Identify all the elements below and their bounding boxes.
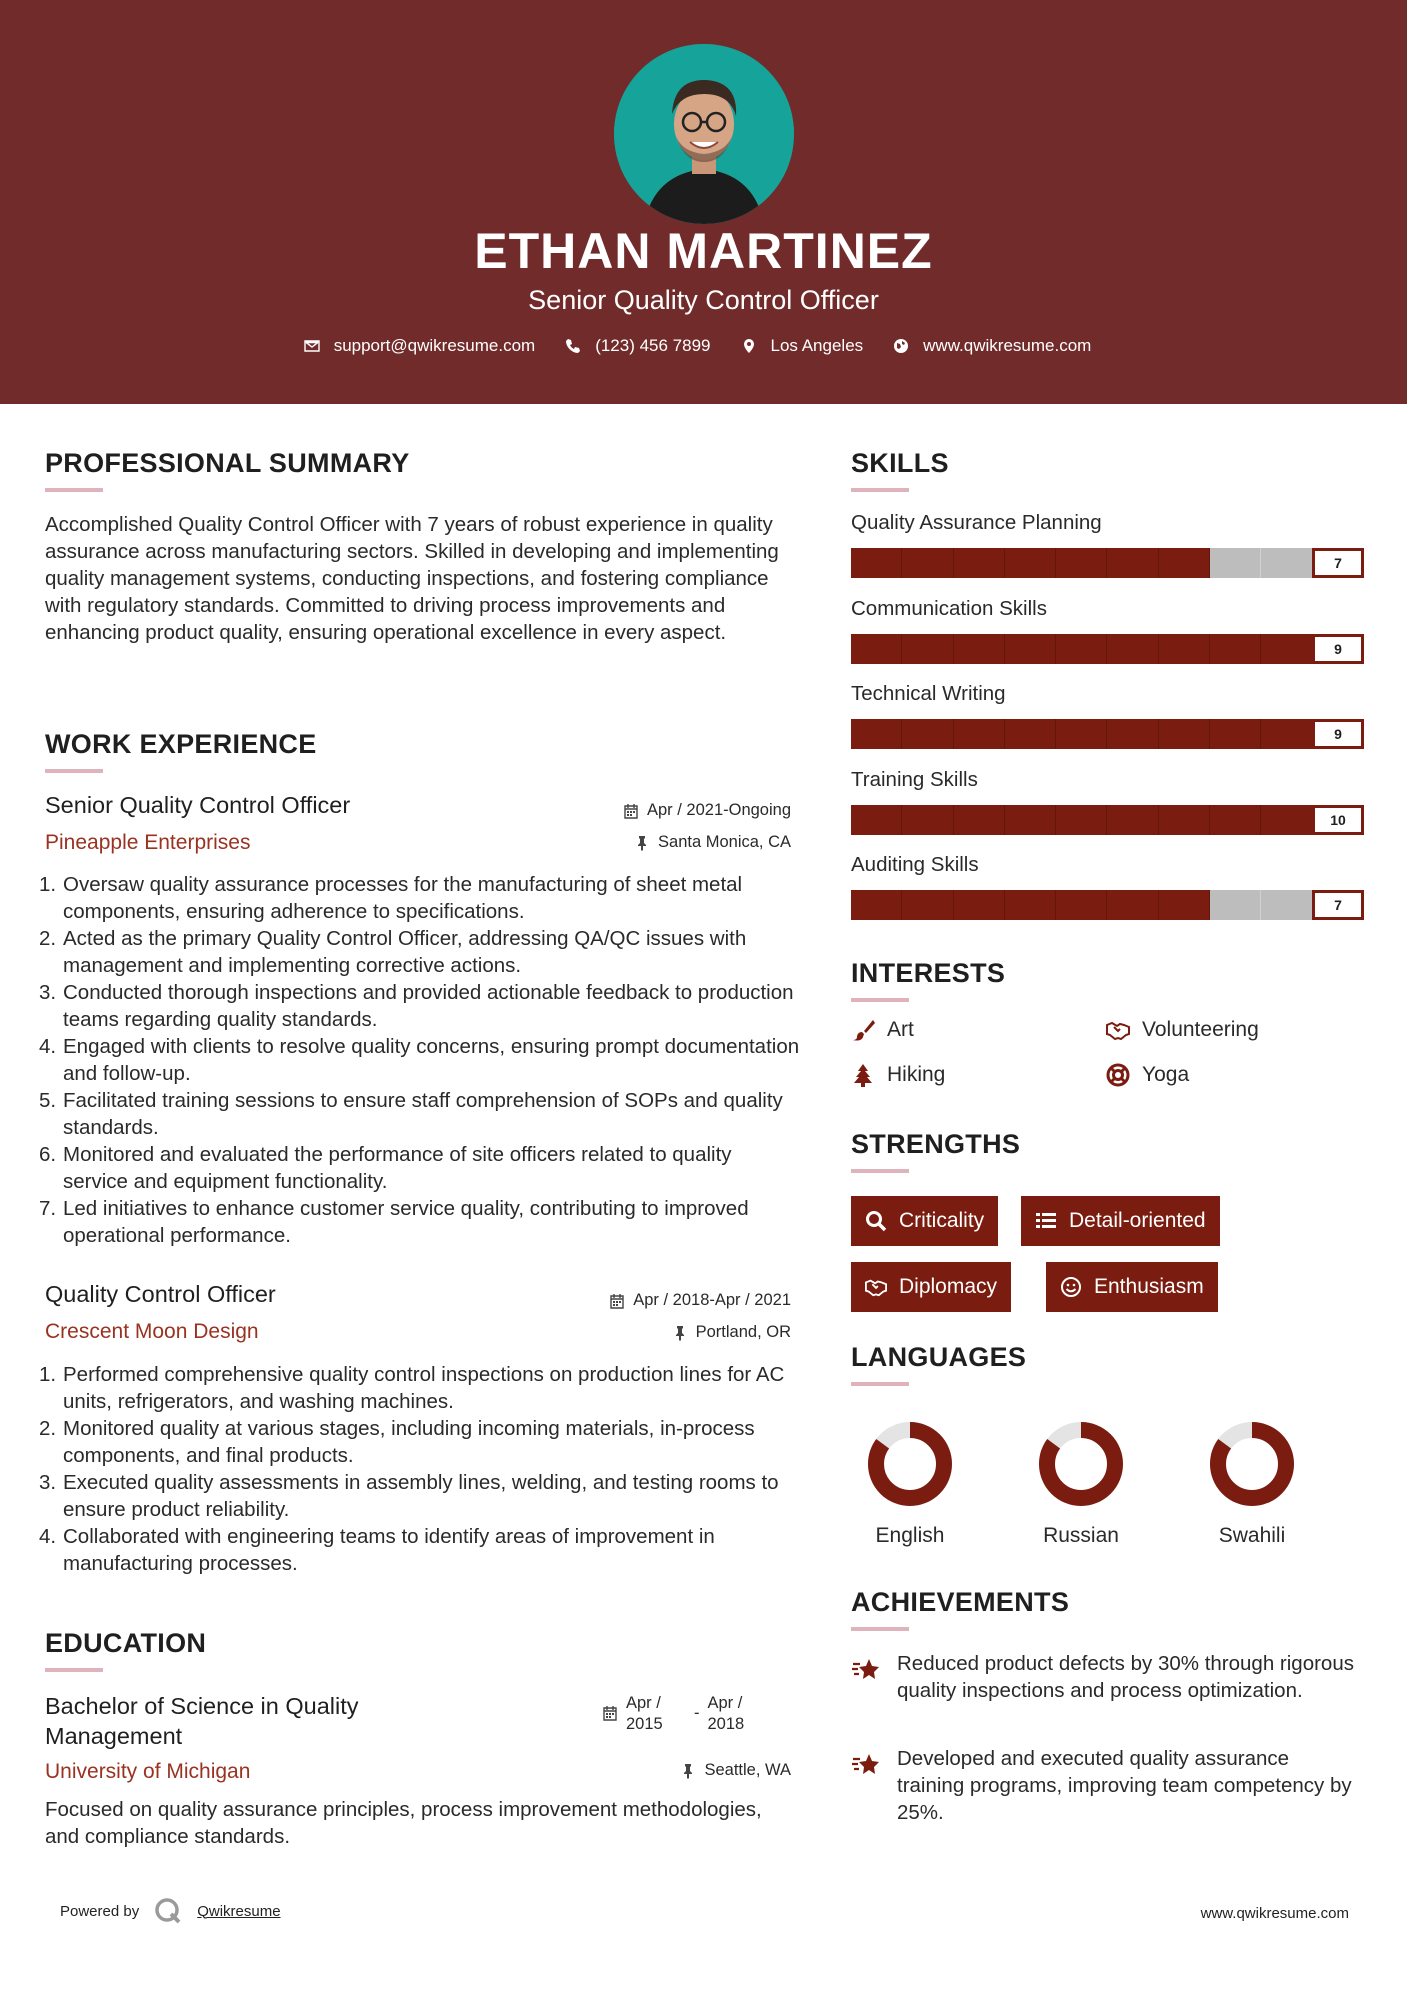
job-dates-text: Apr / 2021-Ongoing bbox=[646, 801, 791, 819]
summary-heading: PROFESSIONAL SUMMARY bbox=[45, 448, 410, 478]
skill-bar-segment bbox=[851, 548, 902, 578]
strengths-heading: STRENGTHS bbox=[851, 1129, 1021, 1159]
skill-bar-segment bbox=[1159, 805, 1210, 835]
envelope-icon bbox=[304, 338, 320, 354]
skill-label: Communication Skills bbox=[851, 596, 1047, 620]
languages-heading: LANGUAGES bbox=[851, 1342, 1027, 1372]
skill-bar-segment bbox=[902, 634, 953, 664]
skill-bar-segment bbox=[902, 890, 953, 920]
language-item bbox=[1016, 1418, 1146, 1548]
achievement-text: Reduced product defects by 30% through rigorous quality inspections and process optimization. bbox=[897, 1652, 1354, 1702]
skill-bar-segment bbox=[1107, 548, 1158, 578]
skill-level-value: 7 bbox=[1312, 890, 1364, 920]
language-donut bbox=[864, 1418, 956, 1510]
list-icon bbox=[1035, 1210, 1057, 1232]
star-award-icon bbox=[851, 1654, 883, 1686]
email-text: support@qwikresume.com bbox=[333, 336, 536, 355]
footer-powered-by bbox=[60, 1896, 281, 1926]
interests-heading-underline bbox=[851, 998, 909, 1002]
skill-bar-segment bbox=[954, 719, 1005, 749]
work-heading-underline bbox=[45, 769, 103, 773]
contact-website[interactable] bbox=[893, 336, 1091, 356]
skill-bar-segment bbox=[1159, 890, 1210, 920]
skill-bar bbox=[851, 634, 1364, 664]
skill-bar-segment bbox=[851, 719, 902, 749]
skill-bar-segment bbox=[851, 634, 902, 664]
language-donut bbox=[1206, 1418, 1298, 1510]
location-text: Los Angeles bbox=[770, 336, 864, 355]
skill-label: Training Skills bbox=[851, 767, 978, 791]
job-location bbox=[672, 1323, 791, 1342]
interest-art: Art bbox=[851, 1018, 914, 1042]
achievements-heading: ACHIEVEMENTS bbox=[851, 1587, 1070, 1617]
education-description: Focused on quality assurance principles, process improvement methodologies, and compliance standards. bbox=[45, 1798, 762, 1848]
skill-bar-segment bbox=[1210, 548, 1261, 578]
skill-bar-segment bbox=[1005, 548, 1056, 578]
skill-bar-segment bbox=[1261, 805, 1312, 835]
skill-bar-segment bbox=[1159, 719, 1210, 749]
skill-bar-segment bbox=[1005, 805, 1056, 835]
summary-text: Accomplished Quality Control Officer with 7 years of robust experience in quality assurance across manufacturing sectors. Skilled in developing and implementing quality management systems, conducting inspections, and fostering compliance with regulatory standards. Committed to driving process improvements and enhancing product quality, ensuring operational excellence in every aspect. bbox=[45, 513, 779, 644]
skill-label: Quality Assurance Planning bbox=[851, 511, 1102, 534]
education-location bbox=[680, 1761, 791, 1780]
interest-volunteering: Volunteering bbox=[1106, 1018, 1259, 1042]
work-heading: WORK EXPERIENCE bbox=[45, 729, 317, 759]
calendar-icon bbox=[623, 803, 639, 819]
job-dates bbox=[609, 1291, 791, 1310]
skill-bar-segment bbox=[1159, 634, 1210, 664]
degree-title: Bachelor of Science in Quality Management bbox=[45, 1693, 359, 1749]
summary-heading-underline bbox=[45, 488, 103, 492]
skill-bar-segment bbox=[1107, 719, 1158, 749]
skill-bar-segment bbox=[1107, 805, 1158, 835]
interest-hiking: Hiking bbox=[851, 1063, 945, 1087]
language-item bbox=[845, 1418, 975, 1548]
achievement-text: Developed and executed quality assurance training programs, improving team competency by 25%. bbox=[897, 1747, 1352, 1824]
skill-bar-segment bbox=[954, 890, 1005, 920]
strength-tag: Detail-oriented bbox=[1021, 1196, 1220, 1246]
achievement-item bbox=[851, 1745, 1361, 1826]
calendar-icon bbox=[609, 1293, 625, 1309]
education-dates: Apr / 2015 - Apr / 2018 bbox=[602, 1693, 744, 1735]
language-name: Swahili bbox=[1218, 1524, 1286, 1547]
skill-level-value: 9 bbox=[1312, 719, 1364, 749]
strength-tag: Diplomacy bbox=[851, 1262, 1011, 1312]
strengths-heading-underline bbox=[851, 1169, 909, 1173]
skill-bar-segment bbox=[902, 548, 953, 578]
map-pin-icon bbox=[741, 338, 757, 354]
job-company: Crescent Moon Design bbox=[45, 1320, 259, 1343]
list-item: 7. Led initiatives to enhance customer service quality, contributing to improved operational performance. bbox=[39, 1197, 749, 1247]
job-dates-text: Apr / 2018-Apr / 2021 bbox=[633, 1291, 791, 1309]
brand-link[interactable]: Qwikresume bbox=[197, 1902, 281, 1920]
skill-bar-segment bbox=[902, 805, 953, 835]
skill-bar-segment bbox=[1107, 890, 1158, 920]
list-item: 1. Oversaw quality assurance processes for the manufacturing of sheet metal components, ensuring adherence to specifications. bbox=[39, 873, 743, 923]
education-heading-underline bbox=[45, 1668, 103, 1672]
skill-label: Technical Writing bbox=[851, 682, 1006, 705]
skill-bar bbox=[851, 890, 1364, 920]
language-donut bbox=[1035, 1418, 1127, 1510]
contact-bar bbox=[0, 336, 1407, 356]
skill-bar-segment bbox=[1005, 890, 1056, 920]
education-school: University of Michigan bbox=[45, 1760, 251, 1783]
skill-bar bbox=[851, 805, 1364, 835]
skill-bar-segment bbox=[1210, 805, 1261, 835]
calendar-icon bbox=[602, 1705, 618, 1721]
globe-icon bbox=[893, 338, 909, 354]
contact-phone[interactable] bbox=[565, 336, 710, 356]
powered-by-text: Powered by bbox=[60, 1902, 140, 1920]
qwikresume-logo-icon bbox=[153, 1896, 183, 1926]
contact-email[interactable] bbox=[304, 336, 536, 356]
footer-url[interactable]: www.qwikresume.com bbox=[1200, 1905, 1349, 1922]
contact-location bbox=[741, 336, 864, 356]
phone-icon bbox=[565, 338, 581, 354]
skill-bar-segment bbox=[1210, 634, 1261, 664]
pin-icon bbox=[680, 1763, 696, 1779]
skill-bar-segment bbox=[1056, 719, 1107, 749]
skill-bar-segment bbox=[851, 890, 902, 920]
handshake-icon bbox=[865, 1276, 887, 1298]
paintbrush-icon bbox=[851, 1018, 875, 1042]
languages-heading-underline bbox=[851, 1382, 909, 1386]
strength-tag: Criticality bbox=[851, 1196, 998, 1246]
job-title: Senior Quality Control Officer bbox=[45, 792, 351, 818]
skill-bar-segment bbox=[1107, 634, 1158, 664]
job-title: Quality Control Officer bbox=[45, 1281, 276, 1307]
skill-bar bbox=[851, 719, 1364, 749]
website-text: www.qwikresume.com bbox=[923, 336, 1092, 355]
skill-bar-segment bbox=[851, 805, 902, 835]
skill-bar-segment bbox=[1005, 634, 1056, 664]
skill-label: Auditing Skills bbox=[851, 853, 979, 876]
list-item: 1. Performed comprehensive quality control inspections on production lines for AC units, refrigerators, and washing machines. bbox=[39, 1363, 785, 1413]
job-location-text: Santa Monica, CA bbox=[658, 833, 791, 851]
list-item: 4. Collaborated with engineering teams to identify areas of improvement in manufacturing processes. bbox=[39, 1525, 715, 1575]
job-bullets bbox=[39, 1361, 800, 1577]
skill-bar-segment bbox=[1056, 890, 1107, 920]
skills-heading: SKILLS bbox=[851, 448, 949, 478]
candidate-title: Senior Quality Control Officer bbox=[528, 285, 879, 315]
skill-bar-segment bbox=[1056, 634, 1107, 664]
list-item: 2. Acted as the primary Quality Control Officer, addressing QA/QC issues with management and implementing corrective actions. bbox=[39, 927, 747, 977]
achievement-item bbox=[851, 1650, 1361, 1704]
star-award-icon bbox=[851, 1749, 883, 1781]
list-item: 6. Monitored and evaluated the performance of site officers related to quality service and equipment functionality. bbox=[39, 1143, 732, 1193]
skill-level-value: 9 bbox=[1312, 634, 1364, 664]
header-banner bbox=[0, 0, 1407, 404]
smile-icon bbox=[1060, 1276, 1082, 1298]
skill-bar-segment bbox=[954, 805, 1005, 835]
language-name: Russian bbox=[1043, 1524, 1119, 1547]
list-item: 3. Executed quality assessments in assembly lines, welding, and testing rooms to ensure product reliability. bbox=[39, 1471, 779, 1521]
skills-heading-underline bbox=[851, 488, 909, 492]
phone-text: (123) 456 7899 bbox=[595, 336, 711, 355]
skill-bar-segment bbox=[1261, 890, 1312, 920]
skill-bar bbox=[851, 548, 1364, 578]
job-bullets bbox=[39, 871, 800, 1249]
list-item: 3. Conducted thorough inspections and provided actionable feedback to production teams regarding quality standards. bbox=[39, 981, 794, 1031]
skill-bar-segment bbox=[902, 719, 953, 749]
profile-photo bbox=[614, 44, 794, 224]
skill-bar-segment bbox=[1056, 805, 1107, 835]
candidate-name: ETHAN MARTINEZ bbox=[474, 223, 933, 279]
job-company: Pineapple Enterprises bbox=[45, 831, 251, 854]
job-location bbox=[634, 833, 791, 852]
interest-yoga: Yoga bbox=[1106, 1063, 1189, 1087]
skill-bar-segment bbox=[1261, 548, 1312, 578]
pin-icon bbox=[672, 1325, 688, 1341]
achievements-heading-underline bbox=[851, 1627, 909, 1631]
skill-level-value: 10 bbox=[1312, 805, 1364, 835]
list-item: 4. Engaged with clients to resolve quality concerns, ensuring prompt documentation and follow-up. bbox=[39, 1035, 800, 1085]
job-dates bbox=[623, 801, 791, 820]
language-item bbox=[1187, 1418, 1317, 1548]
list-item: 2. Monitored quality at various stages, including incoming materials, in-process components, and final products. bbox=[39, 1417, 755, 1467]
education-heading: EDUCATION bbox=[45, 1628, 207, 1658]
search-icon bbox=[865, 1210, 887, 1232]
skill-bar-segment bbox=[1159, 548, 1210, 578]
lifebuoy-icon bbox=[1106, 1063, 1130, 1087]
handshake-icon bbox=[1106, 1018, 1130, 1042]
list-item: 5. Facilitated training sessions to ensure staff comprehension of SOPs and quality standards. bbox=[39, 1089, 783, 1139]
skill-level-value: 7 bbox=[1312, 548, 1364, 578]
tree-icon bbox=[851, 1063, 875, 1087]
skill-bar-segment bbox=[1261, 634, 1312, 664]
skill-bar-segment bbox=[1056, 548, 1107, 578]
skill-bar-segment bbox=[1210, 719, 1261, 749]
pin-icon bbox=[634, 835, 650, 851]
skill-bar-segment bbox=[1210, 890, 1261, 920]
strength-tag: Enthusiasm bbox=[1046, 1262, 1218, 1312]
education-location-text: Seattle, WA bbox=[704, 1761, 791, 1779]
skill-bar-segment bbox=[1261, 719, 1312, 749]
interests-heading: INTERESTS bbox=[851, 958, 1006, 988]
job-location-text: Portland, OR bbox=[695, 1323, 791, 1341]
skill-bar-segment bbox=[954, 634, 1005, 664]
skill-bar-segment bbox=[1005, 719, 1056, 749]
language-name: English bbox=[875, 1524, 945, 1547]
skill-bar-segment bbox=[954, 548, 1005, 578]
